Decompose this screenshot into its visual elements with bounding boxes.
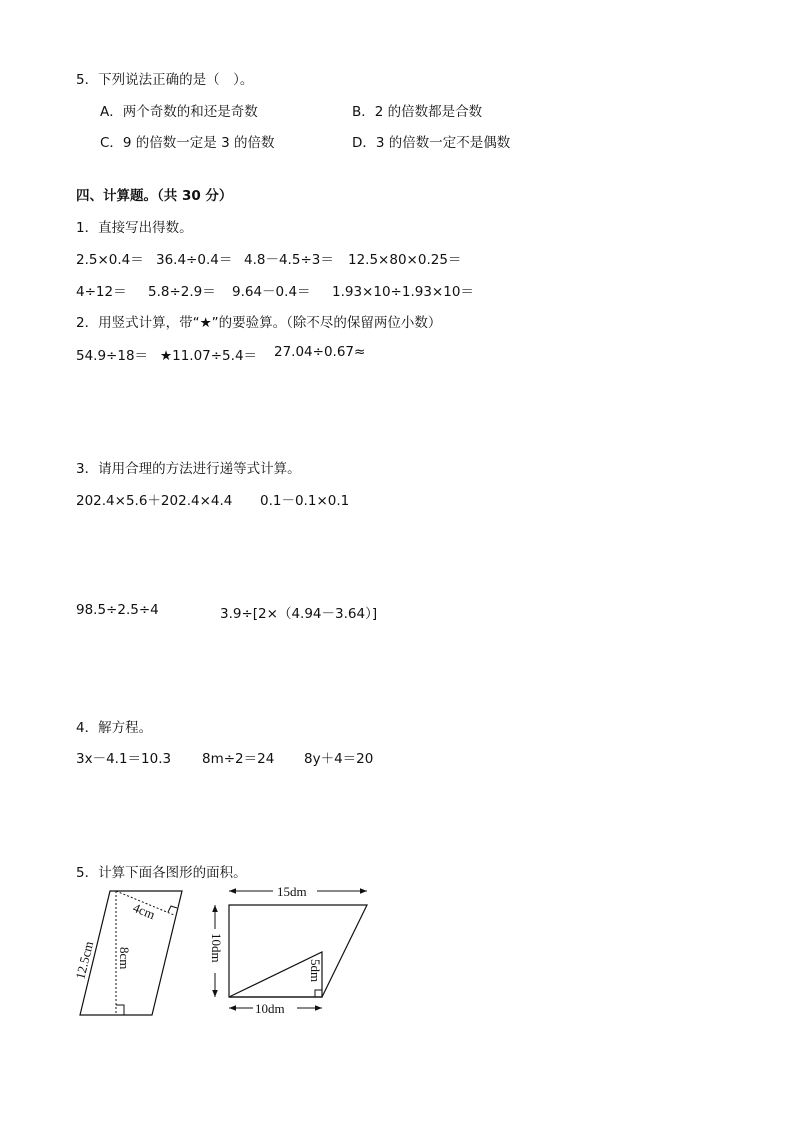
q3-item2: 0.1－0.1×0.1 — [260, 493, 350, 509]
q1-r1-item4: 12.5×80×0.25＝ — [348, 252, 462, 268]
q2-item1: 54.9÷18＝ — [76, 348, 149, 364]
right-angle-mark-2 — [168, 906, 177, 912]
perp-label: 4cm — [130, 899, 158, 923]
q4-item3: 8y＋4＝20 — [304, 751, 374, 767]
trapezoid-outline — [229, 905, 367, 997]
q4-item1: 3x－4.1＝10.3 — [76, 751, 172, 767]
q3-item3: 98.5÷2.5÷4 — [76, 602, 159, 618]
height-label: 8cm — [117, 947, 132, 970]
left-label: 10dm — [209, 933, 224, 963]
q1-r1-item1: 2.5×0.4＝ — [76, 252, 144, 268]
right-angle-mark — [315, 990, 322, 997]
section-title: 四、计算题。（共 30 分） — [76, 188, 233, 204]
q1-r2-item2: 5.8÷2.9＝ — [148, 284, 216, 300]
q3-item4: 3.9÷[2×（4.94－3.64）] — [220, 606, 378, 622]
q3-item1: 202.4×5.6＋202.4×4.4 — [76, 493, 233, 509]
q1-r1-item2: 36.4÷0.4＝ — [156, 252, 233, 268]
q3-title: 3．请用合理的方法进行递等式计算。 — [76, 461, 301, 477]
q1-r2-item4: 1.93×10÷1.93×10＝ — [332, 284, 474, 300]
q1-r2-item3: 9.64－0.4＝ — [232, 284, 311, 300]
q1-r1-item3: 4.8－4.5÷3＝ — [244, 252, 334, 268]
right-angle-mark — [116, 1005, 124, 1015]
q2-title: 2．用竖式计算，带“★”的要验算。（除不尽的保留两位小数） — [76, 315, 442, 331]
side-label: 12.5cm — [72, 939, 97, 981]
choice-question-stem: 5．下列说法正确的是（ ）。 — [76, 72, 254, 88]
trapezoid-figure — [205, 885, 380, 1025]
bottom-label: 10dm — [255, 1001, 285, 1016]
parallelogram-figure — [70, 885, 195, 1020]
option-a: A．两个奇数的和还是奇数 — [100, 104, 258, 120]
q1-title: 1．直接写出得数。 — [76, 220, 193, 236]
q5-title: 5．计算下面各图形的面积。 — [76, 865, 247, 881]
option-d: D．3 的倍数一定不是偶数 — [352, 135, 511, 151]
q2-item2: ★11.07÷5.4＝ — [160, 348, 258, 364]
top-label: 15dm — [277, 885, 307, 899]
q4-title: 4．解方程。 — [76, 720, 153, 736]
option-b: B．2 的倍数都是合数 — [352, 104, 483, 120]
option-c: C．9 的倍数一定是 3 的倍数 — [100, 135, 275, 151]
inner-label: 5dm — [308, 959, 323, 983]
q2-item3: 27.04÷0.67≈ — [274, 344, 366, 360]
q1-r2-item1: 4÷12＝ — [76, 284, 127, 300]
q4-item2: 8m÷2＝24 — [202, 751, 275, 767]
